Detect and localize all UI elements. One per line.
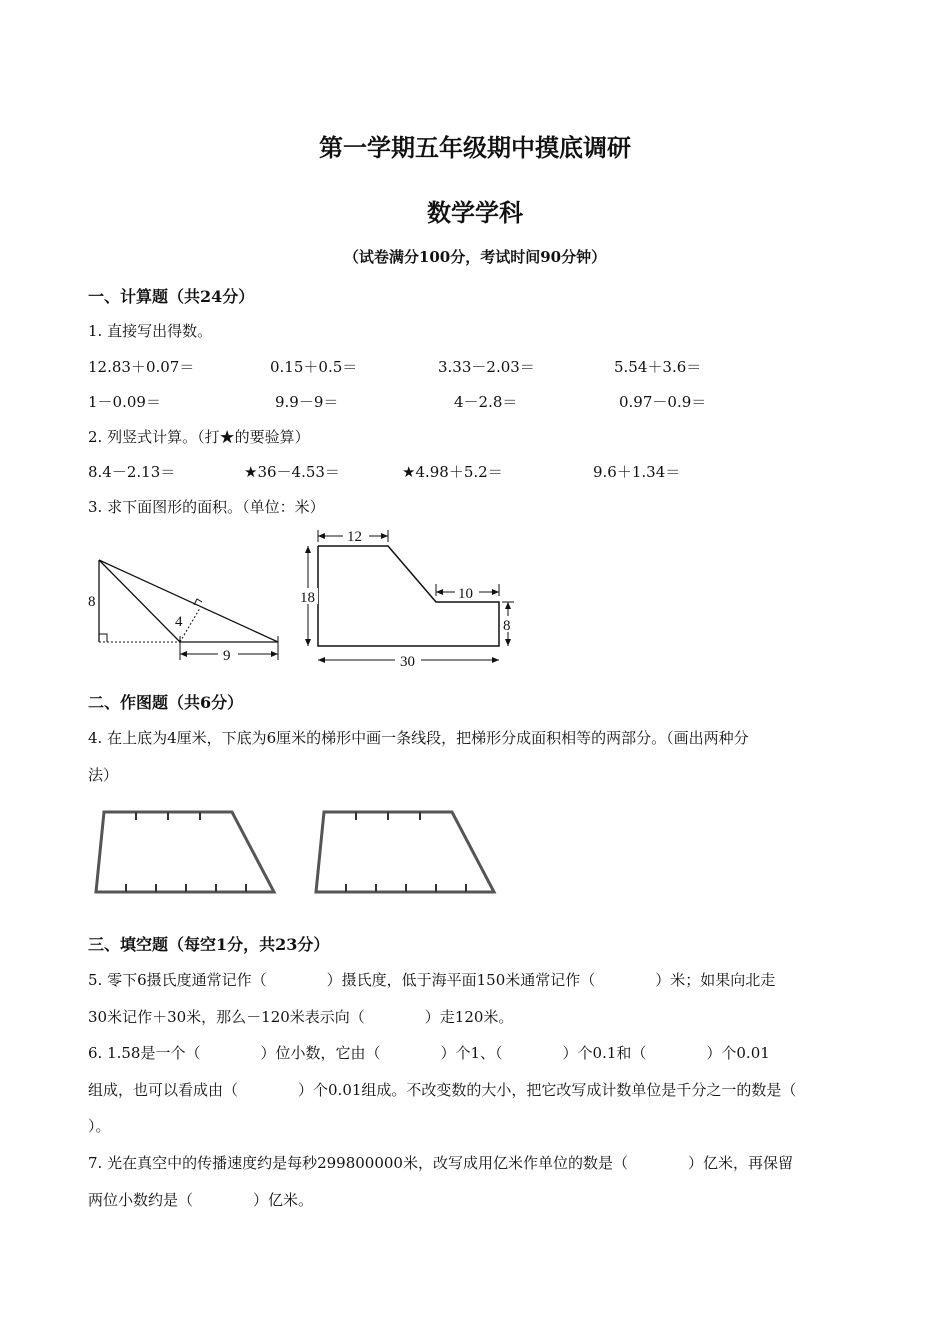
polygon-figure — [296, 526, 526, 672]
triangle-base-label: 9 — [223, 648, 231, 664]
q4-line1: 4. 在上底为4厘米，下底为6厘米的梯形中画一条线段，把梯形分成面积相等的两部分。（画出两种分 — [88, 729, 749, 747]
polygon-left-label: 18 — [300, 590, 315, 606]
q3-prompt: 3. 求下面图形的面积。（单位：米） — [88, 498, 325, 516]
q1-item: 5.54＋3.6＝ — [614, 358, 702, 376]
page-title: 第一学期五年级期中摸底调研 — [319, 133, 631, 162]
q2-item: ★36－4.53＝ — [244, 463, 340, 481]
trapezoid-figure-2 — [310, 804, 500, 898]
q2-item: ★4.98＋5.2＝ — [402, 463, 503, 481]
q1-item: 0.97－0.9＝ — [619, 393, 707, 411]
section1-heading: 一、计算题（共24分） — [88, 287, 255, 306]
polygon-right-label: 8 — [503, 618, 511, 634]
q1-prompt: 1. 直接写出得数。 — [88, 322, 213, 340]
q2-prompt: 2. 列竖式计算。（打★的要验算） — [88, 428, 310, 446]
q7-line2: 两位小数约是（ ）亿米。 — [88, 1191, 314, 1209]
section3-heading: 三、填空题（每空1分，共23分） — [88, 935, 330, 954]
polygon-top-label: 12 — [347, 529, 362, 545]
exam-note: （试卷满分100分，考试时间90分钟） — [343, 248, 607, 266]
q2-item: 8.4－2.13＝ — [88, 463, 176, 481]
q7-line1: 7. 光在真空中的传播速度约是每秒299800000米，改写成用亿米作单位的数是（ ）亿米，再保留 — [88, 1154, 793, 1172]
q5-line2: 30米记作＋30米，那么－120米表示向（ ）走120米。 — [88, 1008, 514, 1026]
q4-line2: 法） — [88, 766, 119, 784]
section2-heading: 二、作图题（共6分） — [88, 693, 244, 712]
trapezoid-figure-1 — [90, 804, 280, 898]
triangle-height-label: 8 — [88, 594, 96, 610]
triangle-figure — [84, 548, 284, 664]
q6-line3: ）。 — [88, 1117, 111, 1135]
q1-item: 9.9－9＝ — [275, 393, 339, 411]
polygon-bottom-label: 30 — [400, 654, 415, 670]
triangle-inner-label: 4 — [175, 614, 183, 630]
q1-item: 3.33－2.03＝ — [438, 358, 535, 376]
q1-item: 4－2.8＝ — [454, 393, 518, 411]
q1-item: 0.15＋0.5＝ — [270, 358, 358, 376]
q6-line2: 组成，也可以看成由（ ）个0.01组成。不改变数的大小，把它改写成计数单位是千分之一的数是（ — [88, 1081, 797, 1099]
subject-title: 数学学科 — [427, 198, 523, 227]
q2-item: 9.6＋1.34＝ — [593, 463, 681, 481]
q1-item: 1－0.09＝ — [88, 393, 161, 411]
q5-line1: 5. 零下6摄氏度通常记作（ ）摄氏度，低于海平面150米通常记作（ ）米；如果向北走 — [88, 971, 776, 989]
q6-line1: 6. 1.58是一个（ ）位小数，它由（ ）个1、（ ）个0.1和（ ）个0.01 — [88, 1044, 770, 1062]
q1-item: 12.83＋0.07＝ — [88, 358, 195, 376]
polygon-step-label: 10 — [458, 586, 473, 602]
